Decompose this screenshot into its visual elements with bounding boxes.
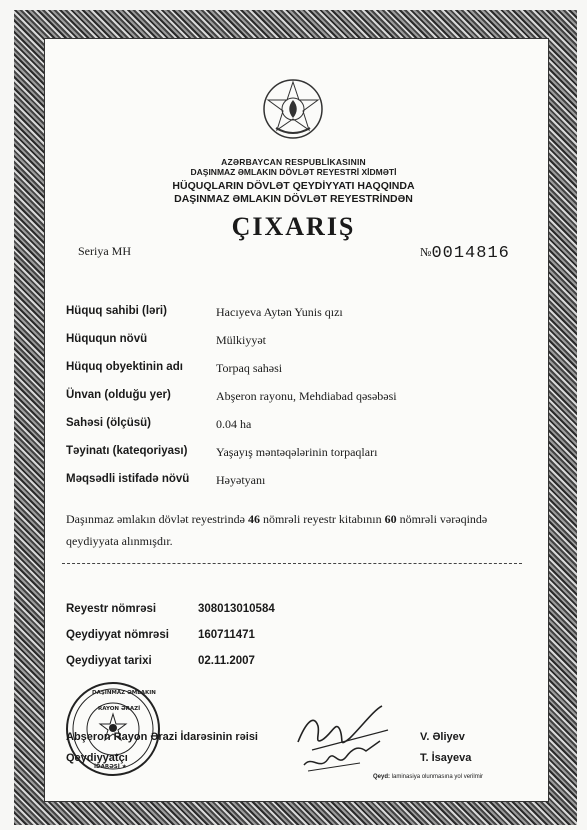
svg-text:RAYON ƏRAZİ: RAYON ƏRAZİ [98,706,141,712]
svg-text:İDARƏSİ ★: İDARƏSİ ★ [94,764,127,770]
field-value: Abşeron rayonu, Mehdiabad qəsəbəsi [216,389,397,403]
field-label: Hüquq sahibi (ləri) [66,305,167,317]
number-digits: 0014816 [431,244,510,263]
state-emblem-icon [262,78,324,140]
registrar-title: Qeydiyyatçı [66,752,128,764]
registry-label: Qeydiyyat tarixi [66,655,152,667]
field-value: Hacıyeva Aytən Yunis qızı [216,305,343,319]
note-text: laminasiya olunmasına yol verilmir [390,774,484,780]
lamination-note [373,774,483,780]
number-prefix: № [420,245,432,259]
registry-value: 02.11.2007 [198,655,255,667]
field-label: Hüquq obyektinin adı [66,361,183,373]
field-value: Torpaq sahəsi [216,361,283,375]
page-number: 60 [384,512,397,526]
registrar-name: T. İsayeva [420,752,472,764]
registration-statement [66,508,526,552]
field-label: Hüququn növü [66,333,148,345]
field-label: Təyinatı (kateqoriyası) [66,445,188,457]
signature-registrar [300,737,390,777]
registry-value: 160711471 [198,629,255,641]
registry-label: Reyestr nömrəsi [66,603,157,615]
registry-label: Qeydiyyat nömrəsi [66,629,169,641]
registry-row [66,655,255,667]
document-number [420,244,510,263]
statement-text: Daşınmaz əmlakın dövlət reyestrində [66,512,248,526]
registry-row [66,629,255,641]
office-head-name: V. Əliyev [420,731,465,743]
header-line-2: DAŞINMAZ ƏMLAKIN DÖVLƏT REYESTRİ XİDMƏTİ [190,167,397,177]
field-value: Həyətyanı [216,473,266,487]
field-value: 0.04 ha [216,417,252,431]
svg-text:DAŞINMAZ ƏMLAKIN: DAŞINMAZ ƏMLAKIN [92,690,156,696]
header-line-4: DAŞINMAZ ƏMLAKIN DÖVLƏT REYESTRİNDƏN [174,193,413,205]
document-title: ÇIXARIŞ [231,212,356,241]
field-label: Sahəsi (ölçüsü) [66,417,151,429]
statement-text: nömrəli vərəqində qeydiyyata alınmışdır. [66,512,488,548]
field-label: Ünvan (olduğu yer) [66,389,171,401]
field-value: Mülkiyyət [216,333,266,347]
registry-row [66,603,275,615]
field-value: Yaşayış məntəqələrinin torpaqları [216,445,378,459]
office-head-title: Abşeron Rayon Ərazi İdarəsinin rəisi [66,731,258,743]
field-label: Məqsədli istifadə növü [66,473,190,485]
statement-text: nömrəli reyestr kitabının [259,512,385,526]
dashed-divider [62,563,522,564]
note-label: Qeyd: [373,774,391,780]
header-line-3: HÜQUQLARIN DÖVLƏT QEYDİYYATI HAQQINDA [172,180,415,192]
series-label: Seriya MH [78,244,131,258]
book-number: 46 [247,512,260,526]
header-line-1: AZƏRBAYCAN RESPUBLİKASININ [221,157,366,167]
registry-value: 308013010584 [198,603,275,615]
